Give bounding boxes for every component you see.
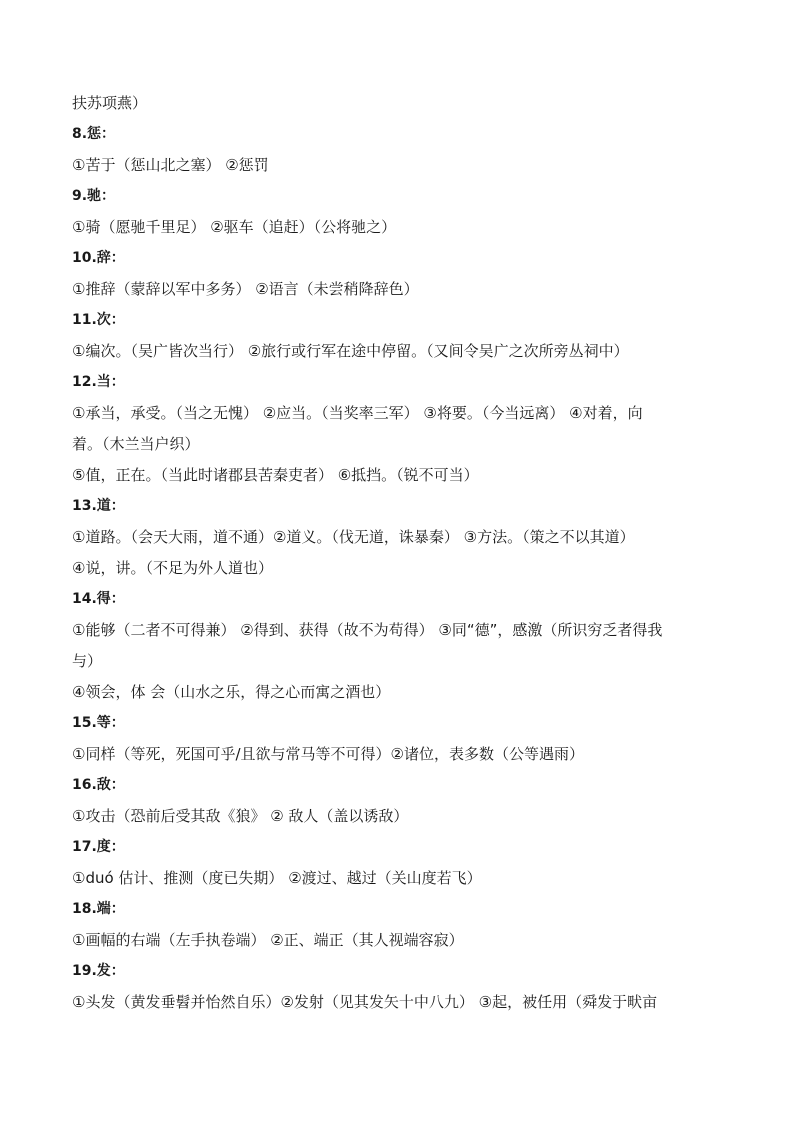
definition-line: ④领会，体 会（山水之乐，得之心而寓之酒也） [72,683,391,701]
definition-line: ①道路。（会天大雨，道不通）②道义。（伐无道，诛暴秦） ③方法。（策之不以其道） [72,528,635,546]
definition-line: ①能够（二者不可得兼） ②得到、获得（故不为苟得） ③同“德”，感激（所识穷乏者得我 [72,621,663,639]
definition-line: ①推辞（蒙辞以军中多务） ②语言（未尝稍降辞色） [72,280,419,298]
definition-line: ①攻击（恐前后受其敌《狼》 ② 敌人（盖以诱敌） [72,807,409,825]
entry-heading: 14.得： [72,591,125,607]
entry-heading: 12.当： [72,374,125,390]
definition-line: ①编次。（吴广皆次当行） ②旅行或行军在途中停留。（又间令吴广之次所旁丛祠中） [72,342,629,360]
entry-heading: 15.等： [72,715,125,731]
entry-heading: 8.惩： [72,126,116,142]
definition-line: ①同样（等死，死国可乎/且欲与常马等不可得）②诸位，表多数（公等遇雨） [72,745,584,763]
entry-heading: 19.发： [72,963,125,979]
definition-line: 着。（木兰当户织） [72,435,200,453]
entry-heading: 13.道： [72,498,125,514]
document-page [72,88,732,1018]
entry-heading: 10.辞： [72,250,125,266]
definition-line: ①duó 估计、推测（度已失期） ②渡过、越过（关山度若飞） [72,869,482,887]
entry-heading: 17.度： [72,839,125,855]
definition-line: ①苦于（惩山北之塞） ②惩罚 [72,156,269,174]
definition-line: ①承当，承受。（当之无愧） ②应当。（当奖率三军） ③将要。（今当远离） ④对着，向 [72,404,643,422]
entry-heading: 11.次： [72,312,125,328]
definition-line: ①头发（黄发垂髫并怡然自乐）②发射（见其发矢十中八九） ③起，被任用（舜发于畎亩 [72,993,658,1011]
definition-line: 与） [72,652,103,670]
definition-line: ①骑（愿驰千里足） ②驱车（追赶）（公将驰之） [72,218,397,236]
definition-line: ⑤值，正在。（当此时诸郡县苦秦吏者） ⑥抵挡。（锐不可当） [72,466,479,484]
definition-line: ①画幅的右端（左手执卷端） ②正、端正（其人视端容寂） [72,931,464,949]
entry-heading: 18.端： [72,901,125,917]
entry-heading: 16.敌： [72,777,125,793]
definition-line: ④说，讲。（不足为外人道也） [72,559,273,577]
entry-heading: 9.驰： [72,188,116,204]
text-line: 扶苏项燕） [72,94,148,112]
